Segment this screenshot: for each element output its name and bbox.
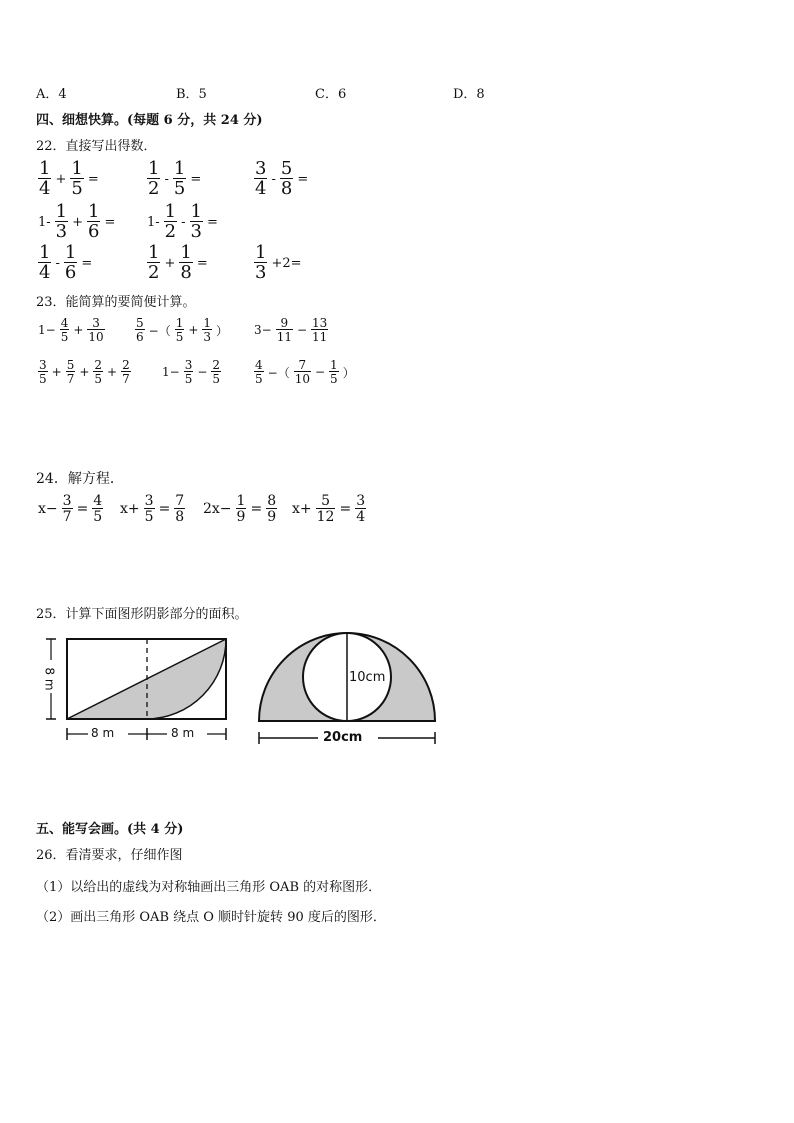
fraction [87,203,100,241]
fraction [92,494,103,524]
operator: + [55,171,67,187]
operator: + [164,255,176,271]
denominator: 11 [312,330,328,344]
numerator: 13 [312,316,328,330]
operator: 1− [38,323,56,337]
fraction [55,203,68,241]
fraction [173,160,186,198]
section5-title: 五、能写会画。(共 4 分) [36,822,184,837]
denominator: 2 [148,178,160,199]
operator: = [104,214,116,230]
denominator: 7 [62,509,72,525]
fraction [175,317,185,343]
operator: = [196,255,208,271]
numerator: 5 [136,316,144,330]
denominator: 4 [39,262,51,283]
q26-title: 26．看清要求，仔细作图 [36,848,183,863]
operator: - [164,171,169,187]
q22-title: 22．直接写出得数． [36,139,157,154]
operator: = [76,501,89,517]
denominator: 5 [175,330,184,344]
fraction [174,494,185,524]
numerator: 1 [175,316,184,330]
operator: 1− [162,365,180,379]
math-expression [252,244,304,282]
math-expression [252,160,310,198]
numerator: 4 [255,358,263,372]
denominator: 5 [144,509,154,525]
numerator: 4 [93,493,103,509]
numerator: 1 [55,201,68,222]
option-c: C．6 [315,87,347,102]
fig2-width-label: 20cm [323,730,363,745]
denominator: 12 [316,509,335,525]
operator: = [206,214,218,230]
fraction [62,494,73,524]
denominator: 8 [180,262,192,283]
q26-item-2: （2）画出三角形 OAB 绕点 O 顺时针旋转 90 度后的图形． [36,910,386,925]
numerator: 3 [92,316,100,330]
operator: = [81,255,93,271]
math-expression [201,494,279,524]
option-b: B．5 [176,87,207,102]
fraction [179,244,192,282]
denominator: 9 [267,509,277,525]
fraction [254,160,267,198]
numerator: 3 [62,493,72,509]
denominator: 7 [66,372,75,386]
fraction [355,494,366,524]
fraction [266,494,277,524]
operator: + [107,365,118,379]
operator: = [250,501,263,517]
denominator: 5 [39,372,47,386]
denominator: 5 [93,509,103,525]
denominator: 10 [294,372,310,386]
numerator: 2 [122,358,130,372]
operator: −（ [267,365,290,380]
denominator: 3 [255,262,267,283]
fraction [147,160,160,198]
denominator: 5 [60,330,69,344]
denominator: 5 [212,372,221,386]
numerator: 1 [71,158,83,179]
denominator: 5 [173,178,186,199]
numerator: 3 [144,493,154,509]
operator: − [314,365,326,379]
operator: 1- [147,214,160,230]
numerator: 1 [88,201,100,222]
fraction [276,317,293,343]
math-expression [36,203,117,241]
fraction [280,160,293,198]
denominator: 9 [236,509,246,525]
fraction [135,317,145,343]
q24-title: 24．解方程． [36,471,124,487]
operator: +2= [271,255,302,271]
operator: - [55,255,60,271]
operator: = [339,501,352,517]
operator: + [72,214,84,230]
numerator: 8 [267,493,277,509]
denominator: 2 [148,262,160,283]
math-expression [118,494,187,524]
math-expression [36,244,94,282]
numerator: 7 [175,493,185,509]
operator: = [297,171,309,187]
fig2-diameter-label: 10cm [349,670,386,685]
numerator: 1 [39,242,51,263]
fraction [38,160,51,198]
fraction [294,359,311,385]
numerator: 4 [60,316,69,330]
math-expression [160,359,223,385]
denominator: 5 [94,372,103,386]
denominator: 7 [122,372,130,386]
math-expression [252,359,357,385]
denominator: 4 [356,509,366,525]
math-expression [252,317,330,343]
denominator: 11 [276,330,292,344]
denominator: 6 [136,330,144,344]
numerator: 1 [255,242,267,263]
operator: = [190,171,202,187]
numerator: 5 [66,358,75,372]
numerator: 1 [173,158,186,179]
denominator: 3 [55,221,68,242]
denominator: 4 [255,178,267,199]
operator: ） [216,323,229,338]
denominator: 8 [280,178,293,199]
denominator: 6 [88,221,100,242]
fig1-left-width-label: 8 m [91,726,115,740]
numerator: 5 [321,493,331,509]
math-expression [36,160,101,198]
numerator: 9 [280,316,289,330]
denominator: 8 [175,509,185,525]
operator: 3− [254,323,272,337]
denominator: 6 [64,262,77,283]
fraction [211,359,221,385]
operator: ） [342,365,355,380]
q26-item-1: （1）以给出的虚线为对称轴画出三角形 OAB 的对称图形． [36,880,382,895]
section4-title: 四、细想快算。(每题 6 分，共 24 分) [36,113,263,128]
denominator: 5 [184,372,193,386]
q25-title: 25．计算下面图形阴影部分的面积。 [36,607,248,622]
numerator: 3 [255,158,267,179]
figure-semicircle [259,633,435,744]
fraction [254,359,264,385]
option-d: D．8 [453,87,485,102]
numerator: 1 [64,242,77,263]
fraction [38,244,51,282]
operator: x+ [120,501,140,517]
numerator: 1 [164,201,177,222]
operator: −（ [148,323,171,338]
fraction [60,317,70,343]
numerator: 1 [180,242,192,263]
denominator: 5 [330,372,338,386]
operator: + [73,323,84,337]
operator: + [79,365,90,379]
numerator: 5 [280,158,293,179]
operator: - [181,214,186,230]
q23-title: 23．能简算的要简便计算。 [36,295,196,310]
math-expression [145,244,210,282]
fraction [316,494,336,524]
numerator: 3 [184,358,193,372]
fraction [93,359,103,385]
denominator: 10 [88,330,104,344]
fraction [329,359,339,385]
math-expression [145,203,220,241]
numerator: 3 [356,493,366,509]
fraction [147,244,160,282]
fig1-right-width-label: 8 m [171,726,195,740]
operator: = [87,171,99,187]
fraction [311,317,328,343]
numerator: 1 [236,493,246,509]
operator: x− [38,501,58,517]
fraction [66,359,76,385]
fraction [254,244,267,282]
operator: 1- [38,214,51,230]
fraction [164,203,177,241]
math-expression [133,317,230,343]
operator: = [158,501,171,517]
denominator: 5 [71,178,83,199]
math-expression [36,359,133,385]
numerator: 3 [39,358,47,372]
denominator: 3 [203,330,212,344]
operator: + [51,365,62,379]
numerator: 1 [148,158,160,179]
numerator: 1 [190,201,202,222]
math-expression [36,494,105,524]
fraction [144,494,155,524]
operator: + [188,323,199,337]
numerator: 1 [330,358,338,372]
numerator: 2 [94,358,103,372]
numerator: 2 [212,358,221,372]
fraction [70,160,83,198]
fraction [87,317,104,343]
fraction [121,359,131,385]
operator: x+ [292,501,312,517]
numerator: 1 [148,242,160,263]
operator: − [197,365,208,379]
math-expression [145,160,203,198]
numerator: 1 [203,316,212,330]
figure-rectangle [46,639,226,740]
operator: − [296,323,308,337]
fraction [190,203,203,241]
math-expression [290,494,368,524]
denominator: 2 [164,221,177,242]
option-a: A．4 [36,87,67,102]
operator: 2x− [203,501,232,517]
numerator: 1 [39,158,51,179]
fraction [184,359,194,385]
numerator: 7 [298,358,307,372]
fraction [64,244,77,282]
denominator: 3 [190,221,202,242]
fraction [236,494,247,524]
denominator: 5 [255,372,263,386]
operator: - [271,171,276,187]
fig1-height-label: 8 m [42,667,57,691]
fraction [202,317,212,343]
math-expression [36,317,107,343]
denominator: 4 [39,178,51,199]
fraction [38,359,48,385]
